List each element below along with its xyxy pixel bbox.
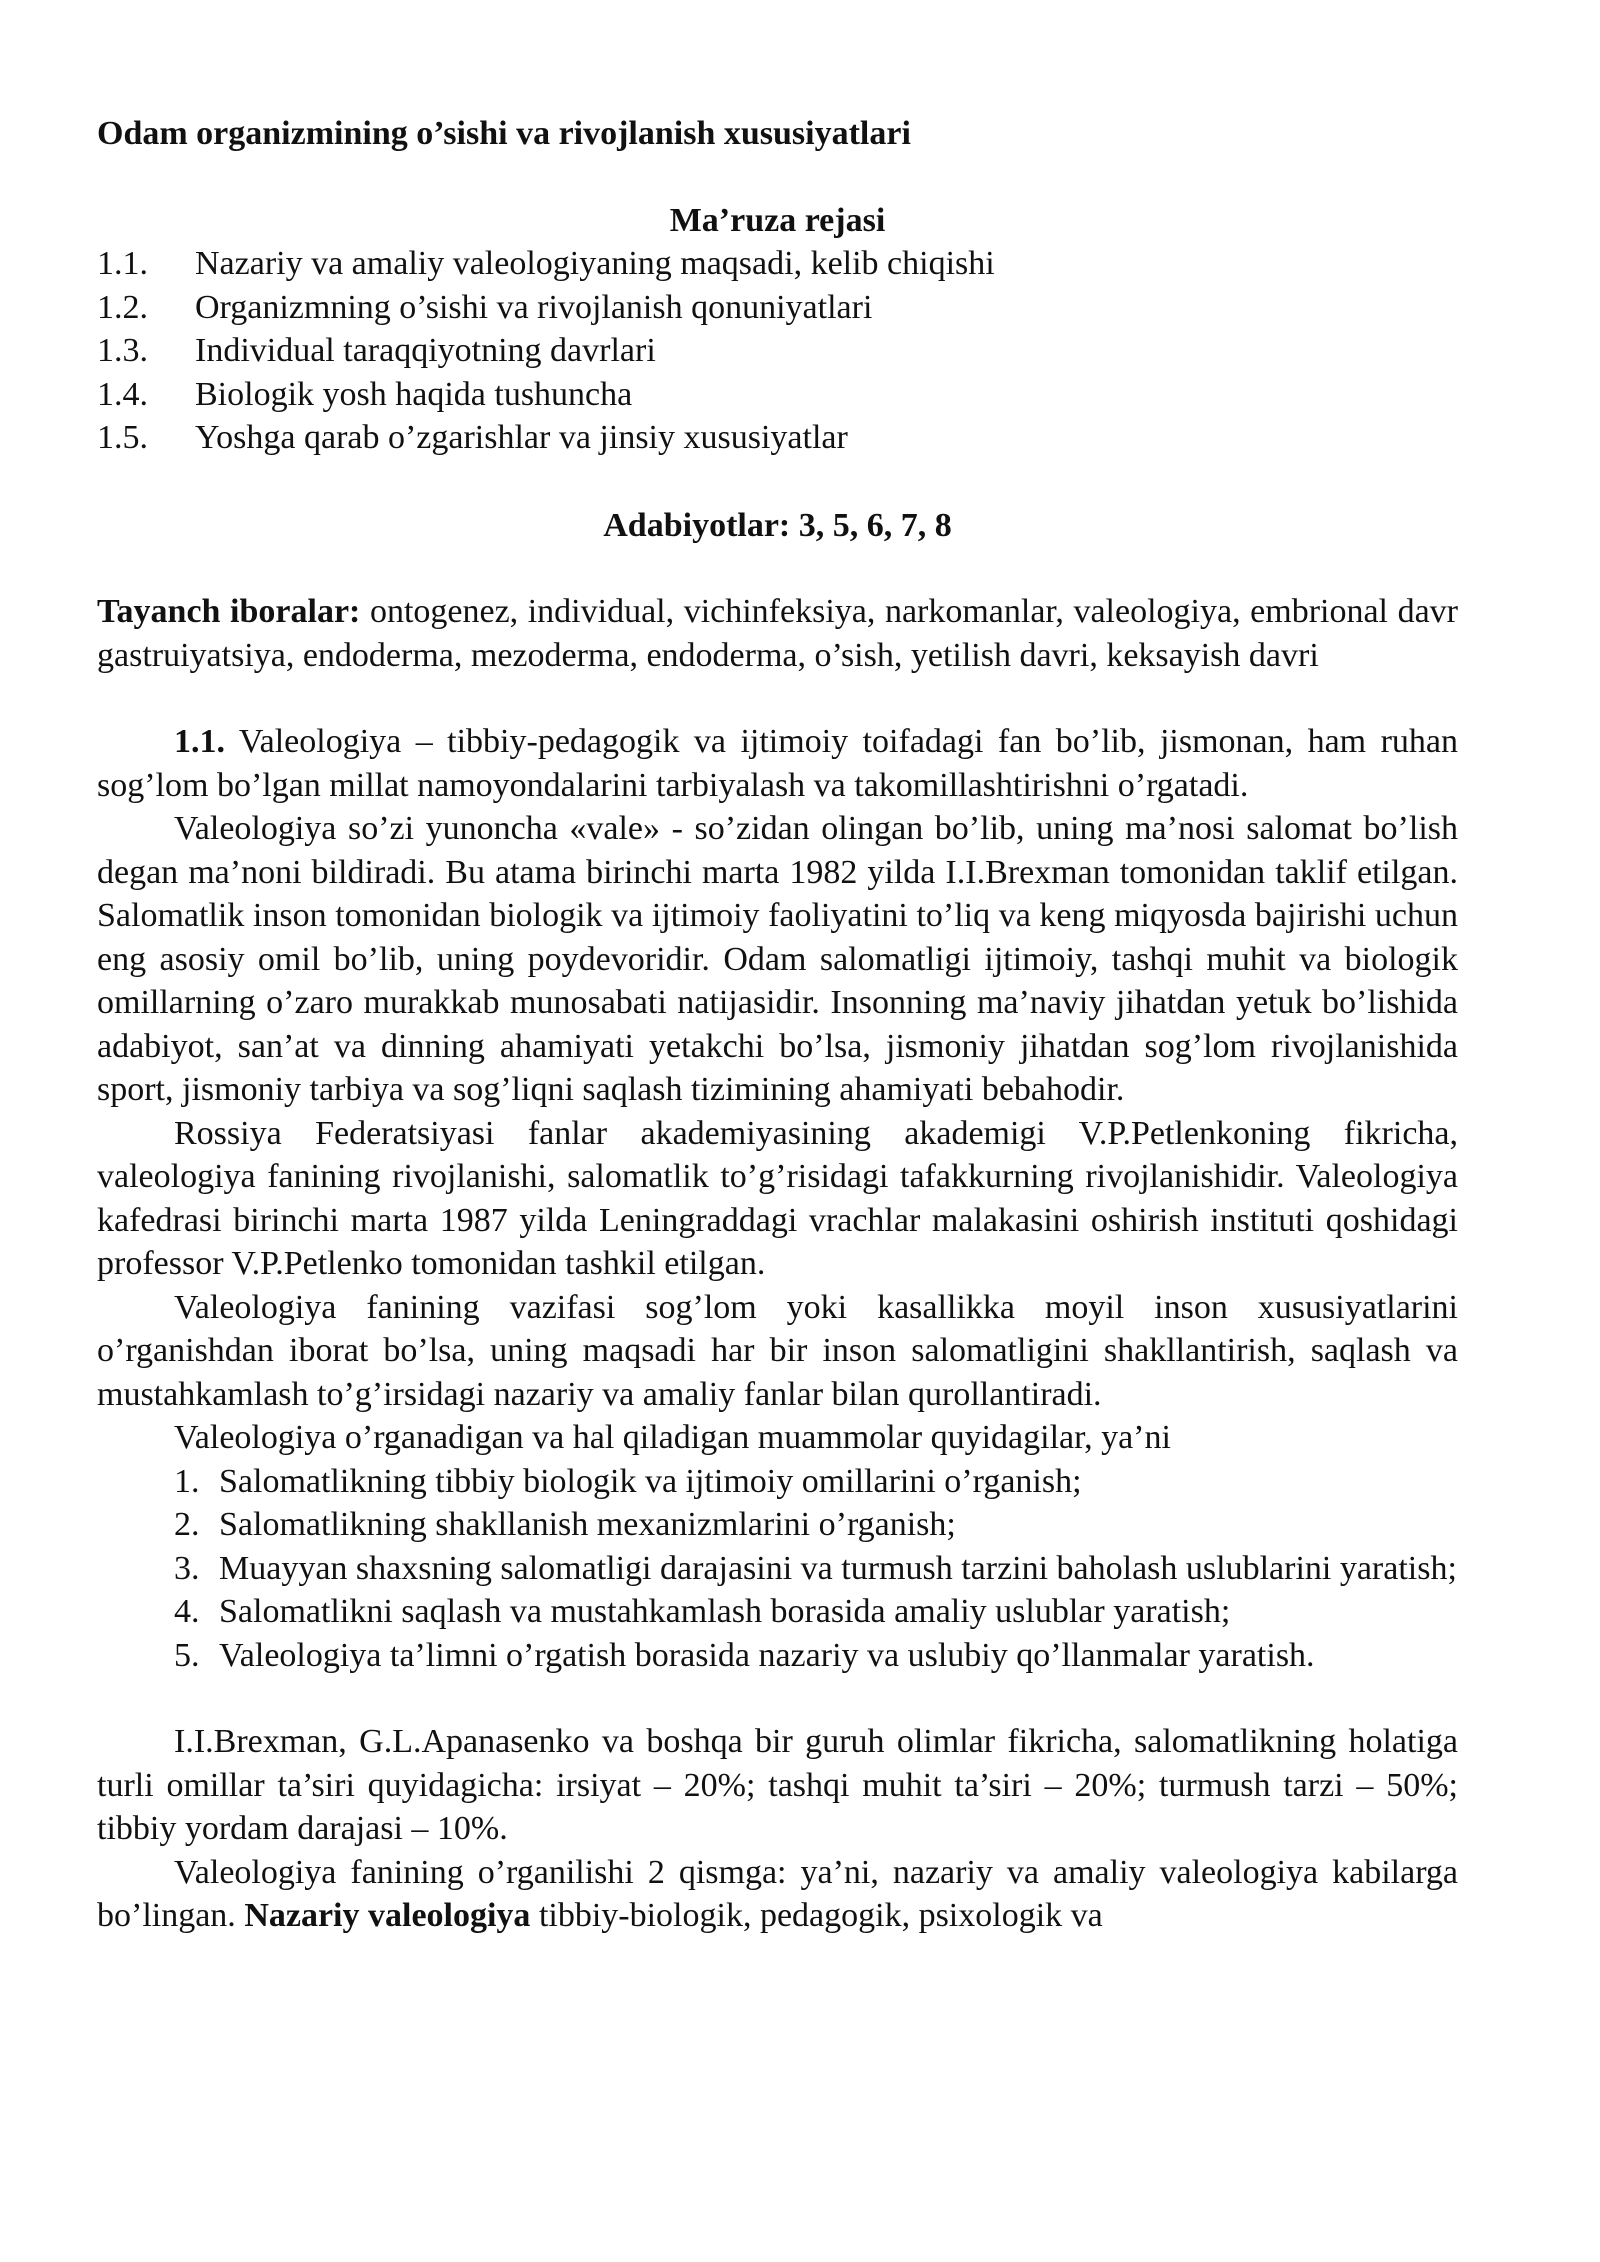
list-item: [174, 1503, 1458, 1547]
literature-heading: Adabiyotlar: 3, 5, 6, 7, 8: [603, 506, 952, 544]
plan-item: [97, 416, 1458, 460]
keywords-label: Tayanch iboralar:: [97, 593, 361, 630]
keywords-text: ontogenez, individual, vichinfeksiya, narkomanlar, valeologiya, embrional davr gastruiyatsiya, endoderma, mezoderma, endoderma, o’sish, yetilish davri, keksayish davri: [97, 593, 1458, 674]
paragraph-text-end: tibbiy-biologik, pedagogik, psixologik va: [530, 1897, 1103, 1934]
list-item-number: 4.: [174, 1593, 200, 1630]
list-item-text: Valeologiya ta’limni o’rgatish borasida nazariy va uslubiy qo’llanmalar yaratish.: [219, 1636, 1315, 1674]
body-paragraph: Rossiya Federatsiyasi fanlar akademiyasining akademigi V.P.Petlenkoning fikricha, valeologiya fanining rivojlanishi, salomatlik to’g’risidagi tafakkurning rivojlanishidir. Valeologiya kafedrasi birinchi marta 1987 yilda Leningraddagi vrachlar malakasini oshirish instituti qoshidagi professor V.P.Petlenko tomonidan tashkil etilgan.: [97, 1114, 1458, 1282]
document-title: Odam organizmining o’sishi va rivojlanish xususiyatlari: [97, 115, 911, 152]
plan-item-text: Nazariy va amaliy valeologiyaning maqsadi, kelib chiqishi: [195, 245, 995, 282]
plan-item: [97, 286, 1458, 330]
body-paragraph: Valeologiya o’rganadigan va hal qiladigan muammolar quyidagilar, ya’ni: [174, 1419, 1171, 1456]
section-intro-text: Valeologiya – tibbiy-pedagogik va ijtimoiy toifadagi fan bo’lib, jismonan, ham ruhan sog’lom bo’lgan millat namoyondalarini tarbiyalash va takomillashtirishni o’rgatadi.: [97, 723, 1458, 804]
body-paragraph: [97, 1851, 1458, 1938]
plan-item-text: Yoshga qarab o’zgarishlar va jinsiy xususiyatlar: [195, 419, 848, 456]
list-item-number: 3.: [174, 1549, 200, 1587]
paragraph-text-start: Valeologiya fanining o’rganilishi 2 qismga: ya’ni, nazariy va amaliy valeologiya kabilarga bo’lingan.: [97, 1853, 1458, 1934]
bold-term: Nazariy valeologiya: [244, 1897, 531, 1934]
plan-item: [97, 329, 1458, 373]
section-number: 1.1.: [174, 723, 225, 760]
body-paragraph: Valeologiya fanining vazifasi sog’lom yoki kasallikka moyil inson xususiyatlarini o’rganishdan iborat bo’lsa, uning maqsadi har bir inson salomatligini shakllantirish, saqlash va mustahkamlash to’g’irsidagi nazariy va amaliy fanlar bilan qurollantiradi.: [97, 1288, 1458, 1413]
plan-item-number: 1.3.: [97, 332, 148, 369]
list-item: [174, 1634, 1458, 1678]
list-item: [174, 1547, 1458, 1591]
plan-heading: Ma’ruza rejasi: [669, 201, 886, 239]
keywords-paragraph: [97, 590, 1458, 677]
list-item-text: Salomatlikning tibbiy biologik va ijtimoiy omillarini o’rganish;: [219, 1462, 1082, 1500]
plan-item: [97, 373, 1458, 417]
section-intro-paragraph: [97, 720, 1458, 807]
plan-item-text: Biologik yosh haqida tushuncha: [195, 375, 633, 413]
plan-item-text: Organizmning o’sishi va rivojlanish qonuniyatlari: [195, 288, 873, 326]
plan-item-number: 1.5.: [97, 419, 148, 456]
problems-list: [97, 1460, 1458, 1678]
list-item-text: Muayyan shaxsning salomatligi darajasini va turmush tarzini baholash uslublarini yaratish;: [219, 1549, 1457, 1587]
plan-item-number: 1.2.: [97, 288, 148, 326]
list-item-number: 5.: [174, 1636, 200, 1674]
plan-item: [97, 242, 1458, 286]
body-paragraph: Valeologiya so’zi yunoncha «vale» - so’zidan olingan bo’lib, uning ma’nosi salomat bo’lish degan ma’noni bildiradi. Bu atama birinchi marta 1982 yilda I.I.Brexman tomonidan taklif etilgan. Salomatlik inson tomonidan biologik va ijtimoiy faoliyatini to’liq va keng miqyosda bajirishi uchun eng asosiy omil bo’lib, uning poydevoridir. Odam salomatligi ijtimoiy, tashqi muhit va biologik omillarning o’zaro murakkab munosabati natijasidir. Insonning ma’naviy jihatdan yetuk bo’lishida adabiyot, san’at va dinning ahamiyati yetakchi bo’lsa, jismoniy jihatdan sog’lom rivojlanishida sport, jismoniy tarbiya va sog’liqni saqlash tizimining ahamiyati bebahodir.: [97, 810, 1458, 1108]
list-item: [174, 1590, 1458, 1634]
plan-item-number: 1.1.: [97, 245, 148, 282]
list-item: [174, 1460, 1458, 1504]
body-paragraph: I.I.Brexman, G.L.Apanasenko va boshqa bir guruh olimlar fikricha, salomatlikning holatiga turli omillar ta’siri quyidagicha: irsiyat – 20%; tashqi muhit ta’siri – 20%; turmush tarzi – 50%; tibbiy yordam darajasi – 10%.: [97, 1723, 1458, 1847]
plan-list: [97, 242, 1458, 460]
list-item-number: 2.: [174, 1506, 200, 1543]
list-item-text: Salomatlikni saqlash va mustahkamlash borasida amaliy uslublar yaratish;: [219, 1593, 1231, 1630]
list-item-number: 1.: [174, 1462, 200, 1500]
list-item-text: Salomatlikning shakllanish mexanizmlarini o’rganish;: [219, 1506, 956, 1543]
plan-item-text: Individual taraqqiyotning davrlari: [195, 332, 656, 369]
plan-item-number: 1.4.: [97, 375, 148, 413]
